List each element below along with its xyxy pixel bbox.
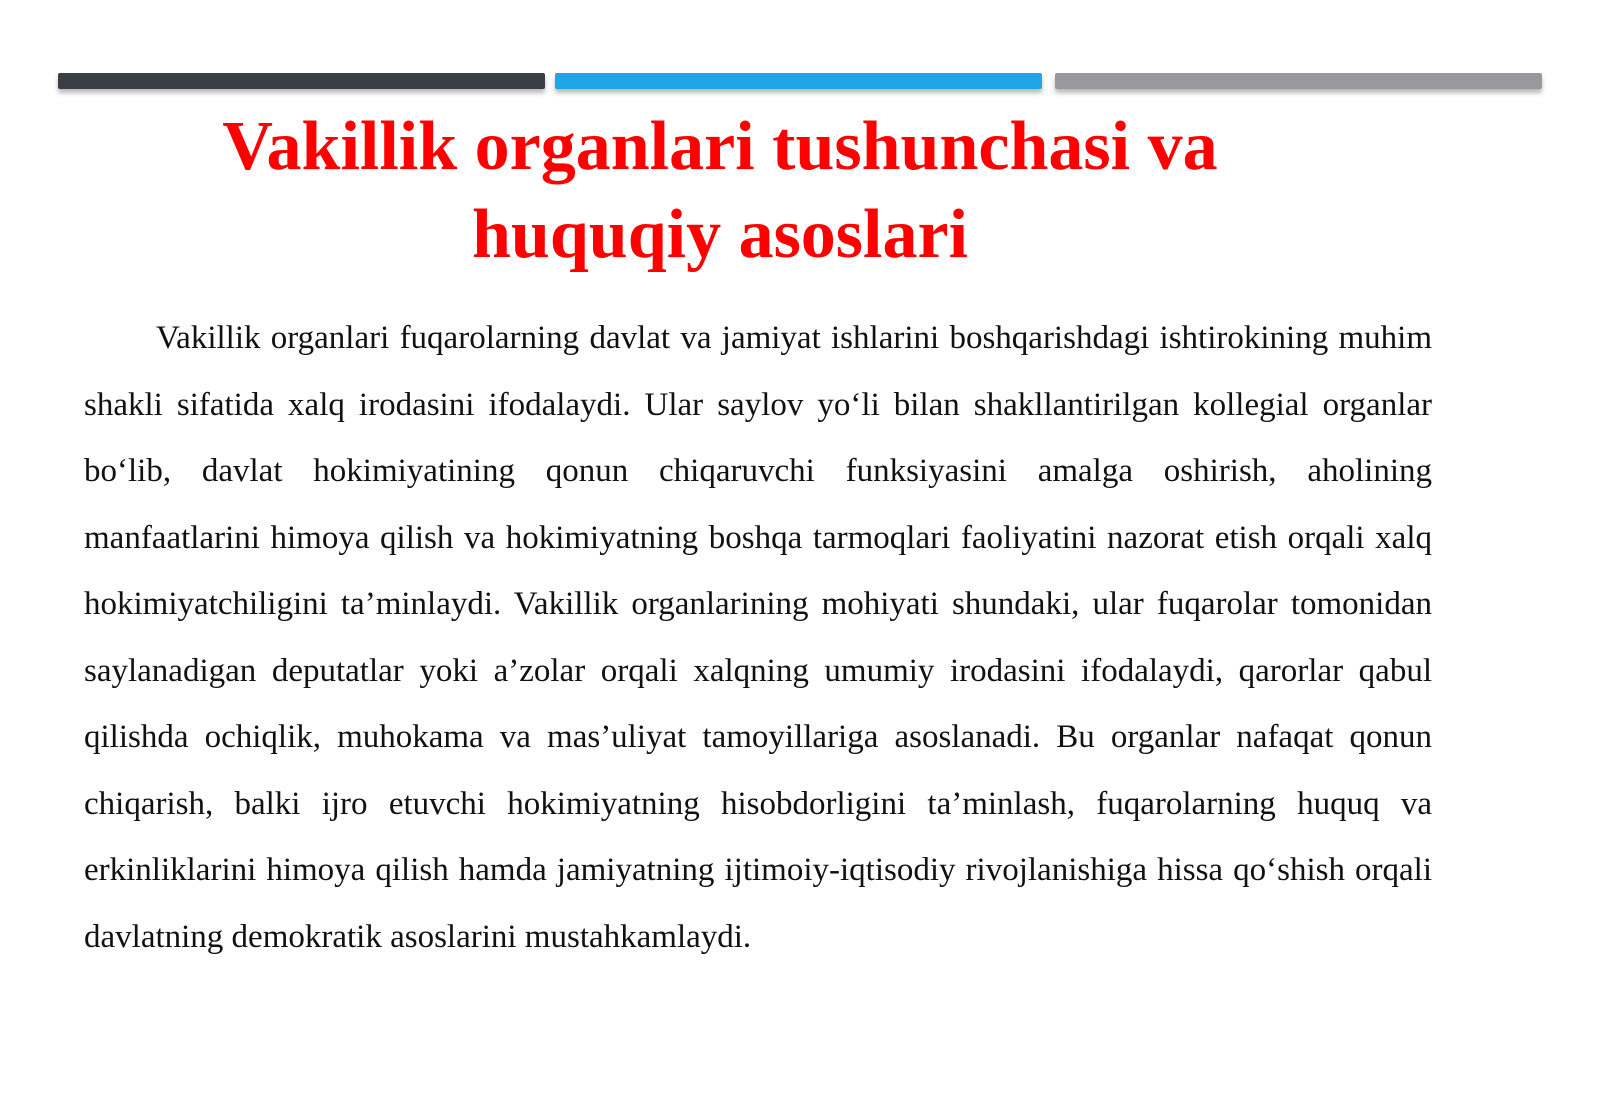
header-decoration-bars: [58, 73, 1542, 91]
decor-bar-gray: [1055, 73, 1542, 89]
slide-body-paragraph: Vakillik organlari fuqarolarning davlat va jamiyat ishlarini boshqarishdagi ishtirokining muhim shakli sifatida xalq irodasini ifodalaydi. Ular saylov yo‘li bilan shakllantirilgan kollegial organlar bo‘lib, davlat hokimiyatining qonun chiqaruvchi funksiyasini amalga oshirish, aholining manfaatlarini himoya qilish va hokimiyatning boshqa tarmoqlari faoliyatini nazorat etish orqali xalq hokimiyatchiligini ta’minlaydi. Vakillik organlarining mohiyati shundaki, ular fuqarolar tomonidan saylanadigan deputatlar yoki a’zolar orqali xalqning umumiy irodasini ifodalaydi, qarorlar qabul qilishda ochiqlik, muhokama va mas’uliyat tamoyillariga asoslanadi. Bu organlar nafaqat qonun chiqarish, balki ijro etuvchi hokimiyatning hisobdorligini ta’minlash, fuqarolarning huquq va erkinliklarini himoya qilish hamda jamiyatning ijtimoiy-iqtisodiy rivojlanishiga hissa qo‘shish orqali davlatning demokratik asoslarini mustahkamlaydi.: [84, 320, 1432, 955]
slide-title: Vakillik organlari tushunchasi va huquqiy asoslari: [222, 108, 1218, 273]
decor-bar-blue: [555, 73, 1042, 89]
decor-bar-dark: [58, 73, 545, 89]
